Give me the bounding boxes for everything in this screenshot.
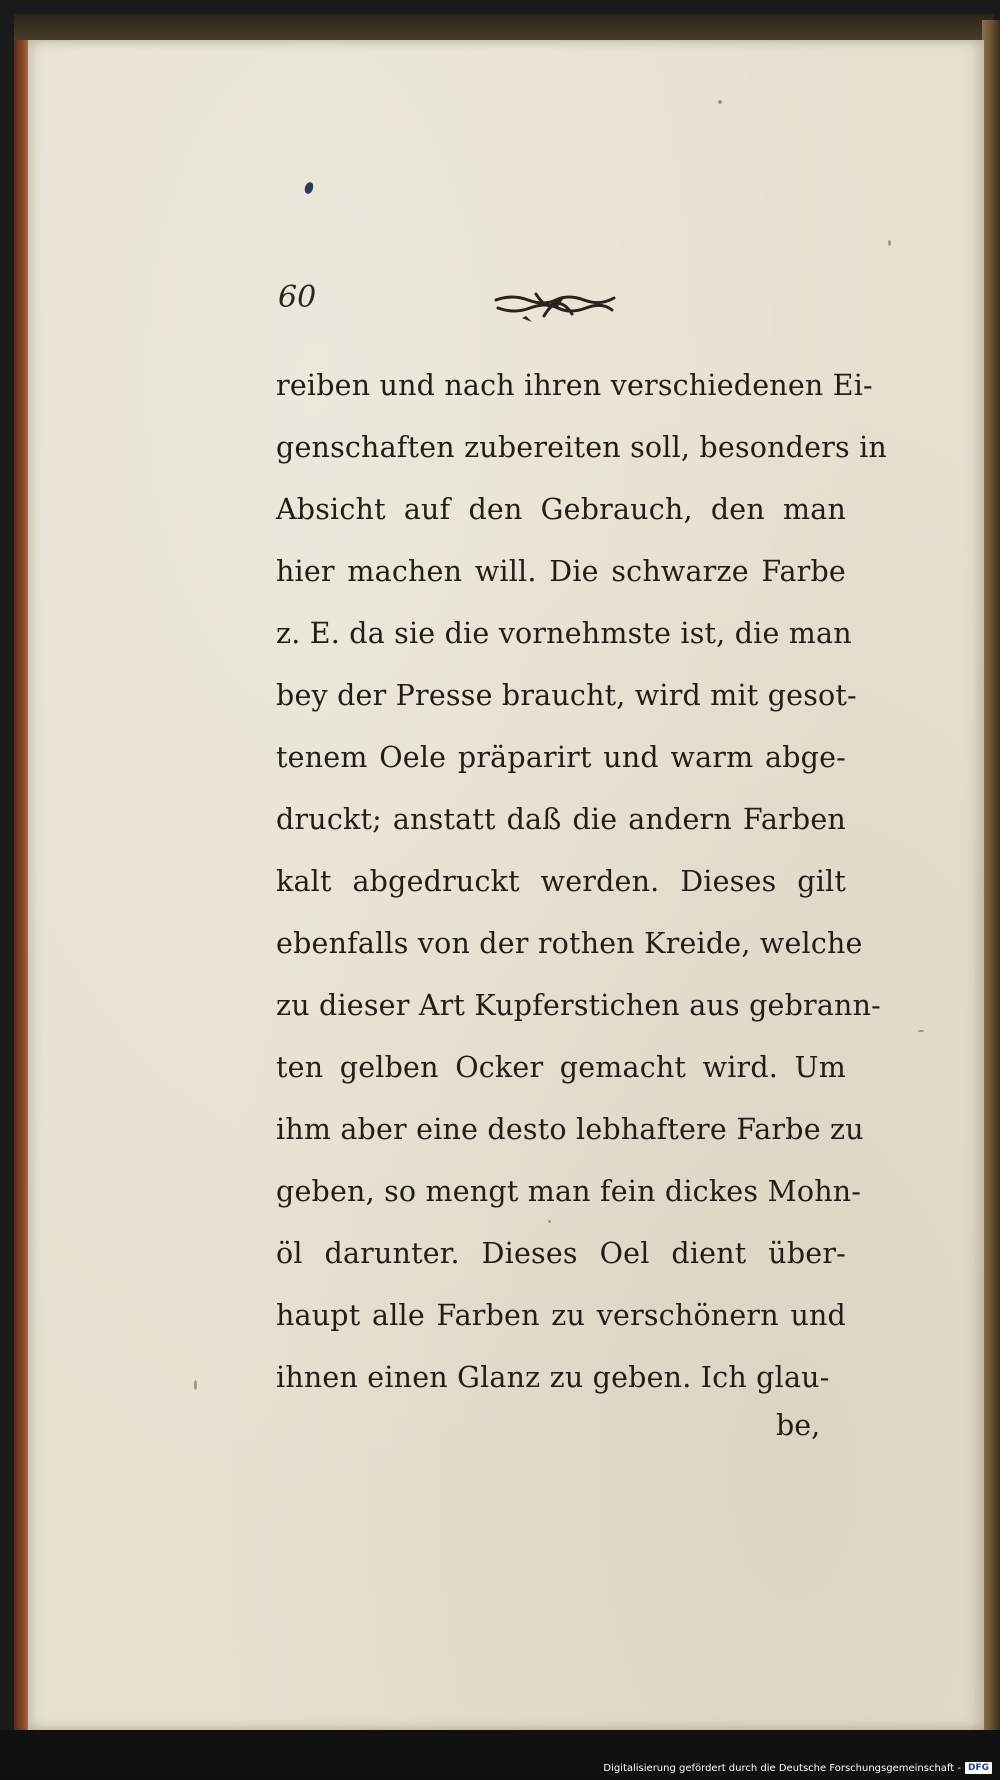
text-line: tenem Oele präparirt und warm abge- — [276, 741, 846, 774]
text-line: zu dieser Art Kupferstichen aus gebrann- — [276, 989, 881, 1022]
book-edge-right — [982, 20, 1000, 1740]
text-line: z. E. da sie die vornehmste ist, die man — [276, 617, 852, 650]
footer-credit-text: Digitalisierung gefördert durch die Deutsche Forschungsgemeinschaft - — [603, 1762, 961, 1774]
text-line: haupt alle Farben zu verschönern und — [276, 1299, 846, 1332]
body-text — [276, 355, 887, 1409]
text-line: öl darunter. Dieses Oel dient über- — [276, 1237, 846, 1270]
text-line: Absicht auf den Gebrauch, den man — [276, 493, 846, 526]
text-line: ihnen einen Glanz zu geben. Ich glau- — [276, 1361, 830, 1394]
text-line: ihm aber eine desto lebhaftere Farbe zu — [276, 1113, 864, 1146]
text-line: geben, so mengt man fein dickes Mohn- — [276, 1175, 862, 1208]
catchword: be, — [776, 1409, 821, 1442]
text-line: druckt; anstatt daß die andern Farben — [276, 803, 846, 836]
text-line: genschaften zubereiten soll, besonders in — [276, 431, 887, 464]
text-line: ebenfalls von der rothen Kreide, welche — [276, 927, 863, 960]
page-number: 60 — [278, 280, 317, 315]
text-line: reiben und nach ihren verschiedenen Ei- — [276, 369, 873, 402]
text-line: kalt abgedruckt werden. Dieses gilt — [276, 865, 846, 898]
text-line: hier machen will. Die schwarze Farbe — [276, 555, 846, 588]
text-line: bey der Presse braucht, wird mit gesot- — [276, 679, 857, 712]
footer-credit — [603, 1760, 992, 1776]
ornament-icon — [492, 286, 618, 324]
text-line: ten gelben Ocker gemacht wird. Um — [276, 1051, 846, 1084]
book-edge-top — [14, 14, 994, 42]
dfg-logo-icon: DFG — [965, 1762, 992, 1774]
